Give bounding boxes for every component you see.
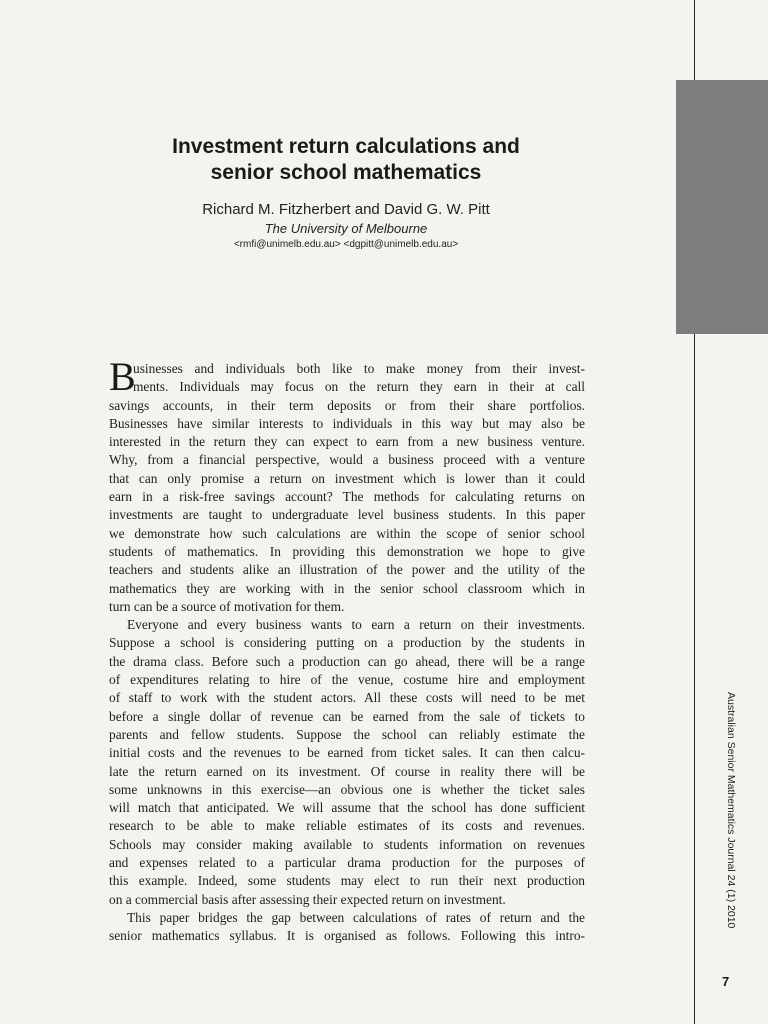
article-body [109,354,585,946]
text-line: this example. Indeed, some students may elect to run their next production [109,873,585,889]
title-line: Investment return calculations and [172,135,520,158]
text-line: Suppose a school is considering putting on a production by the students in [109,635,585,651]
text-line: interested in the return they can expect to earn from a new business venture. [109,434,585,450]
drop-cap: B [109,354,136,399]
text-line: and expenses related to a particular drama production for the purposes of [109,855,585,871]
text-line: we demonstrate how such calculations are within the scope of senior school [109,525,585,541]
text-line: Everyone and every business wants to earn a return on their investments. [127,617,585,633]
text-line: This paper bridges the gap between calculations of rates of return and the [127,909,585,925]
text-line: savings accounts, in their term deposits or from their share portfolios. [109,397,585,413]
paragraph-3 [109,909,585,946]
text-line: some unknowns in this exercise—an obvious one is whether the ticket sales [109,781,585,797]
text-line: on a commercial basis after assessing their expected return on investment. [109,891,506,907]
text-line: will match that anticipated. We will assume that the school has done sufficient [109,800,585,816]
text-line: Why, from a financial perspective, would a business proceed with a venture [109,452,585,468]
text-line: students of mathematics. In providing this demonstration we hope to give [109,543,585,559]
text-line: parents and fellow students. Suppose the school can reliably estimate the [109,726,585,742]
article-title [96,134,596,186]
text-line: late the return earned on its investment. Of course in reality there will be [109,763,585,779]
title-line: senior school mathematics [210,161,482,184]
text-line: of expenditures relating to hire of the venue, costume hire and employment [109,672,585,688]
text-line: before a single dollar of revenue can be earned from the sale of tickets to [109,708,585,724]
text-line: usinesses and individuals both like to make money from their invest- [133,361,585,376]
text-line: mathematics they are working with in the senior school classroom which in [109,580,585,596]
authors: Richard M. Fitzherbert and David G. W. Pitt [202,201,490,218]
affiliation: The University of Melbourne [264,221,428,236]
journal-tab-block [676,80,768,334]
text-line: ments. Individuals may focus on the return they earn in their at call [133,379,585,395]
text-line: that can only promise a return on investment which is lower than it could [109,470,585,486]
author-emails: <rmfi@unimelb.edu.au> <dgpitt@unimelb.edu.au> [233,239,459,250]
text-line: teachers and students alike an illustration of the power and the utility of the [109,562,585,578]
text-line: the drama class. Before such a production can go ahead, there will be a range [109,653,585,669]
text-line: of staff to work with the student actors. All these costs will need to be met [109,690,585,706]
text-line: Businesses have similar interests to individuals in this way but may also be [109,415,585,431]
text-line: Schools may consider making available to students information on revenues [109,836,585,852]
text-line: initial costs and the revenues to be earned from ticket sales. It can then calcu- [109,745,585,761]
text-line: senior mathematics syllabus. It is organised as follows. Following this intro- [109,928,585,944]
text-line: turn can be a source of motivation for them. [109,598,345,614]
journal-reference: Australian Senior Mathematics Journal 24 (1) 2010 [725,692,737,929]
paragraph-1 [109,360,585,616]
text-line: earn in a risk-free savings account? The methods for calculating returns on [109,489,585,505]
text-line: investments are taught to undergraduate level business students. In this paper [109,507,585,523]
paragraph-2 [109,616,585,909]
page-number: 7 [722,974,730,989]
text-line: research to be able to make reliable estimates of its costs and revenues. [109,818,585,834]
